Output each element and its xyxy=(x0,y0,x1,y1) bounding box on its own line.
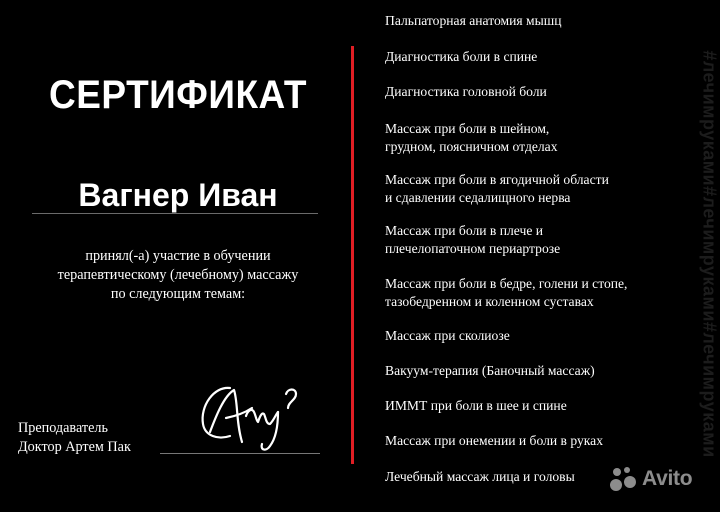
teacher-block xyxy=(18,419,131,457)
intro-line: по следующим темам: xyxy=(110,286,246,302)
topic-item xyxy=(385,468,575,486)
red-divider xyxy=(351,46,354,464)
avito-dots-icon xyxy=(610,466,636,492)
topic-item xyxy=(385,83,547,101)
topic-line: Массаж при боли в шейном, xyxy=(385,121,550,136)
side-hashtag-watermark xyxy=(698,0,720,512)
handwritten-signature xyxy=(190,372,310,454)
avito-logo-text: Avito xyxy=(642,467,693,490)
topic-line: Массаж при онемении и боли в руках xyxy=(385,433,604,448)
avito-watermark xyxy=(610,466,692,492)
topic-line: Вакуум-терапия (Баночный массаж) xyxy=(385,363,595,378)
topic-line: Диагностика боли в спине xyxy=(385,49,538,64)
topic-line: Массаж при сколиозе xyxy=(385,328,510,343)
topic-line: Массаж при боли в ягодичной области xyxy=(385,172,609,187)
topic-line: Пальпаторная анатомия мышц xyxy=(385,13,562,28)
topic-line: Лечебный массаж лица и головы xyxy=(385,469,575,484)
topic-item xyxy=(385,12,562,30)
intro-line: принял(-а) участие в обучении xyxy=(85,248,271,264)
name-underline xyxy=(32,213,318,214)
topic-item xyxy=(385,171,609,207)
intro-text xyxy=(20,247,336,304)
recipient-name: Вагнер Иван xyxy=(78,177,278,213)
topic-line: Массаж при боли в бедре, голени и стопе, xyxy=(385,276,628,291)
topic-line: и сдавлении седалищного нерва xyxy=(385,190,571,205)
topic-line: плечелопаточном периартрозе xyxy=(385,241,561,256)
side-hashtag-text: #лечимруками#лечимруками#лечимруками xyxy=(699,50,720,458)
topic-item xyxy=(385,120,558,156)
teacher-role: Преподаватель xyxy=(18,420,108,436)
topic-line: ИММТ при боли в шее и спине xyxy=(385,398,567,413)
topic-item xyxy=(385,432,603,450)
topic-item xyxy=(385,222,560,258)
topic-item xyxy=(385,275,627,311)
topic-line: Диагностика головной боли xyxy=(385,84,547,99)
certificate-title: СЕРТИФИКАТ xyxy=(48,72,308,117)
topic-item xyxy=(385,397,567,415)
topic-item xyxy=(385,327,510,345)
topic-line: тазобедренном и коленном суставах xyxy=(385,294,594,309)
intro-line: терапевтическому (лечебному) массажу xyxy=(57,267,299,283)
topic-item xyxy=(385,362,595,380)
topic-line: грудном, поясничном отделах xyxy=(385,139,558,154)
topic-line: Массаж при боли в плече и xyxy=(385,223,544,238)
signature-line xyxy=(160,453,320,454)
topic-item xyxy=(385,48,537,66)
teacher-name: Доктор Артем Пак xyxy=(18,439,131,455)
